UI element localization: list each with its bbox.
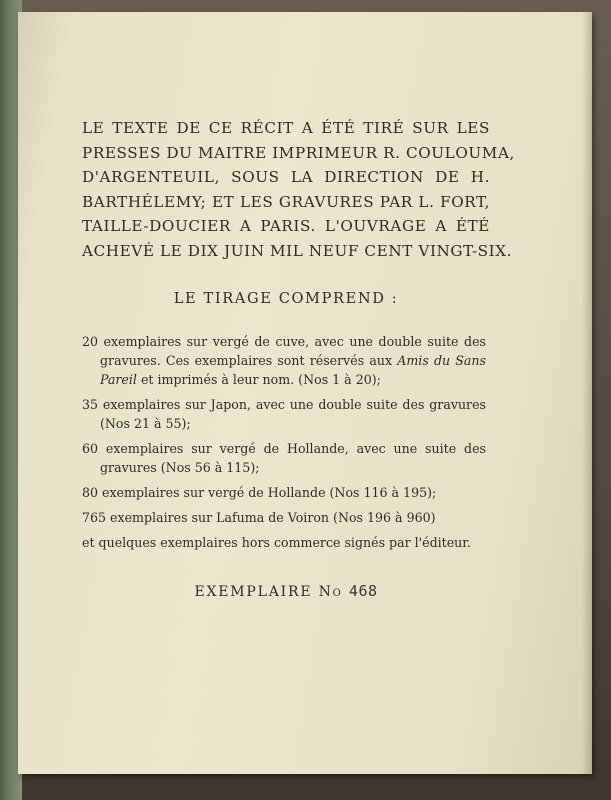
tirage-closing: et quelques exemplaires hors commerce signés par l'éditeur. [82,535,471,550]
tirage-entry [82,332,486,389]
colophon [82,116,515,264]
entry-text: 80 exemplaires sur vergé de Hollande (Nos 116 à 195); [82,485,437,500]
colophon-line: BARTHÉLEMY; ET LES GRAVURES PAR L. FORT, [82,192,490,211]
colophon-line: ACHEVÉ LE DIX JUIN MIL NEUF CENT VINGT-SIX. [82,241,513,260]
entry-text: 20 exemplaires sur vergé de cuve, avec une double suite des gravures. Ces exemplaires sont réservés aux [82,334,486,368]
tirage-entry [82,483,486,502]
page-edge-shadow [582,12,592,774]
tirage-entry [82,439,486,477]
colophon-line: LE TEXTE DE CE RÉCIT A ÉTÉ TIRÉ SUR LES [82,119,490,137]
exemplaire-label: EXEMPLAIRE No [194,584,343,600]
tirage-entry [82,395,486,433]
colophon-line: D'ARGENTEUIL, SOUS LA DIRECTION DE H. [82,168,490,187]
tirage-entry [82,508,486,527]
colophon-line: PRESSES DU MAITRE IMPRIMEUR R. COULOUMA, [82,143,515,162]
tirage-list [82,332,486,558]
exemplaire-line [82,582,490,600]
tirage-title: LE TIRAGE COMPREND : [173,290,399,307]
entry-text-end: et imprimés à leur nom. (Nos 1 à 20); [136,372,381,387]
entry-italic: Amis du Sans Pareil [100,353,487,387]
exemplaire-number: 468 [348,582,378,600]
colophon-line: TAILLE-DOUCIER A PARIS. L'OUVRAGE A ÉTÉ [82,217,490,236]
entry-text: 765 exemplaires sur Lafuma de Voiron (Nos 196 à 960) [82,510,436,525]
entry-text: 60 exemplaires sur vergé de Hollande, avec une suite des gravures (Nos 56 à 115); [82,441,486,475]
entry-text: 35 exemplaires sur Japon, avec une double suite des gravures (Nos 21 à 55); [82,397,486,431]
